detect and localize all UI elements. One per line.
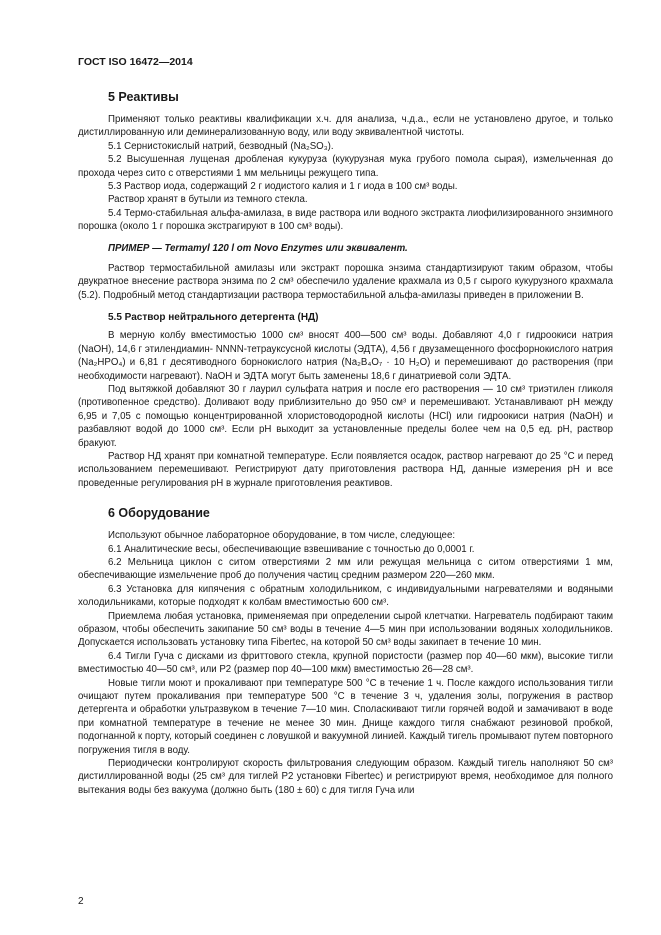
paragraph: 6.1 Аналитические весы, обеспечивающие взвешивание с точностью до 0,0001 г. xyxy=(108,543,475,555)
paragraph: 5.4 Термо-стабильная альфа-амилаза, в виде раствора или водного экстракта лиофилизированного энзимного порошка (около 1 г порошка экстрагируют в 100 см³ воды). xyxy=(78,207,613,233)
paragraph: 6.4 Тигли Гуча с дисками из фриттового стекла, крупной пористости (размер пор 40—60 мкм), высокие тигли вместимостью 40—50 см³, или Р2 (размер пор 40—100 мкм) вместимостью 26—28 см³. xyxy=(78,650,613,676)
paragraph: 5.1 Сернистокислый натрий, безводный (Na₂SO₃). xyxy=(108,140,334,152)
paragraph: Под вытяжкой добавляют 30 г лаурил сульфата натрия и после его растворения — 10 см³ триэтилен гликоля (противопенное средство). Доливают воду приблизительно до 950 см³ и перемешивают. Устанавливают pH между 6,95 и 7,05 с помощью концентрированной хлористоводородной кислоты (HCl) или гидроокиси натрия (NaOH) и разбавляют водой до 1000 см³. Если pH выходит за установленные пределы более чем на 0,5 ед. pH, раствор бракуют. xyxy=(78,383,613,449)
section-5-title: 5 Реактивы xyxy=(108,90,179,104)
paragraph: В мерную колбу вместимостью 1000 см³ вносят 400—500 см³ воды. Добавляют 4,0 г гидроокиси натрия (NaOH), 14,6 г этилендиамин- NNNN-тетрауксусной кислоты (ЭДТА), 4,56 г двузамещенного фосфорнокислого натрия (Na₂HPO₄) и 6,81 г десятиводного борнокислого натрия (Na₂B₄O₇ · 10 H₂O) и перемешивают до растворения (при необходимости нагревают). NaOH и ЭДТА могут быть заменены 18,6 г динатриевой соли ЭДТА. xyxy=(78,330,613,382)
example-note: ПРИМЕР — Termamyl 120 l от Novo Enzymes или эквивалент. xyxy=(108,242,408,254)
paragraph: Приемлема любая установка, применяемая при определении сырой клетчатки. Нагреватель подбирают таким образом, чтобы обеспечить закипание 50 см³ воды в течение 4—5 мин при использовании водяных холодильников. Допускается использовать установку типа Fibertec, на которой 50 см³ воды закипает в течение 10 мин. xyxy=(78,610,613,649)
paragraph: Раствор НД хранят при комнатной температуре. Если появляется осадок, раствор нагревают до 25 °С и перед использованием перемешивают. Регистрируют дату приготовления раствора НД, данные измерения pH и все проведенные регулирования pH в журнале приготовления реактивов. xyxy=(78,450,613,489)
page-number: 2 xyxy=(78,896,84,907)
paragraph: Используют обычное лабораторное оборудование, в том числе, следующее: xyxy=(108,530,456,542)
paragraph: Применяют только реактивы квалификации х.ч. для анализа, ч.д.а., если не установлено другое, и только дистиллированную или деминерализованную воду, или воду эквивалентной чистоты. xyxy=(78,114,613,139)
document-page xyxy=(78,56,613,797)
paragraph: Новые тигли моют и прокаливают при температуре 500 °С в течение 1 ч. После каждого использования тигли очищают путем прокаливания при температуре 500 °С в течение 3 ч, удаления золы, погружения в раствор детергента и обработки ультразвуком в течение 7—10 мин. Споласкивают тигли горячей водой и замачивают в воде при комнатной температуре в течение не менее 30 мин. Днище каждого тигля снабжают резиновой пробкой, подогнанной к порту, который соединен с ловушкой и вакуумной линией. Каждый тигель промывают путем повторного погружения тигля в воду. xyxy=(78,677,613,756)
paragraph: 6.3 Установка для кипячения с обратным холодильником, с индивидуальными нагревателями и водяными холодильниками, которые подходят к колбам вместимостью 600 см³. xyxy=(78,583,613,609)
paragraph: Раствор термостабильной амилазы или экстракт порошка энзима стандартизируют таким образом, чтобы двукратное внесение раствора энзима по 2 см³ обеспечило удаление крахмала из 0,5 г сырого кукурузного крахмала (5.2). Подробный метод стандартизации раствора термостабильной альфа-амилазы приведен в приложении В. xyxy=(78,263,613,301)
section-6-title: 6 Оборудование xyxy=(108,506,210,521)
paragraph: Раствор хранят в бутыли из темного стекла. xyxy=(108,194,308,206)
paragraph: 5.3 Раствор иода, содержащий 2 г иодистого калия и 1 г иода в 100 см³ воды. xyxy=(108,181,458,193)
paragraph: 6.2 Мельница циклон с ситом отверстиями 2 мм или режущая мельница с ситом отверстиями 1 мм, обеспечивающие измельчение проб до получения частиц средним размером 220—260 мкм. xyxy=(78,556,613,582)
paragraph: 5.2 Высушенная лущеная дробленая кукуруза (кукурузная мука грубого помола сырая), измельченная до прохода через сито с отверстиями 1 мм мельницы режущего типа. xyxy=(78,154,613,179)
running-header: ГОСТ ISO 16472—2014 xyxy=(78,56,193,68)
subsection-5-5-title: 5.5 Раствор нейтрального детергента (НД) xyxy=(108,312,319,324)
paragraph: Периодически контролируют скорость фильтрования следующим образом. Каждый тигель наполняют 50 см³ дистиллированной воды (25 см³ для тиглей Р2 установки Fibertec) и регистрируют время, необходимое для полного вытекания воды без вакуума (должно быть (180 ± 60) с для тигля Гуча или xyxy=(78,758,613,796)
